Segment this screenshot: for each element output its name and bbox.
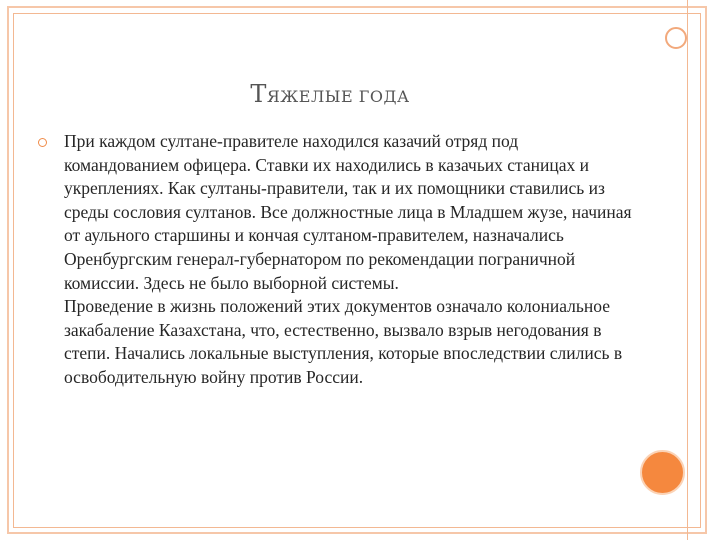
slide-body <box>64 130 634 390</box>
decorative-circle-small <box>665 27 687 49</box>
slide-title-initial: Т <box>250 80 267 108</box>
slide-title <box>0 80 660 108</box>
body-paragraph-2: Проведение в жизнь положений этих документов означало колониальное закабаление Казахстана, что, естественно, вызвало взрыв негодования в степи. Начались локальные выступления, которые впоследствии слились в освободительную войну против России. <box>64 296 623 387</box>
decorative-circle-large <box>640 450 685 495</box>
body-paragraph-1: При каждом султане-правителе находился казачий отряд под командованием офицера. Ставки их находились в казачьих станицах и укреплениях. Как султаны-правители, так и их помощники ставились из среды сословия султанов. Все должностные лица в Младшем жузе, начиная от аульного старшины и кончая султаном-правителем, назначались Оренбургским генерал-губернатором по рекомендации пограничной комиссии. Здесь не было выборной системы. <box>64 131 632 293</box>
slide-title-rest: ЯЖЕЛЫЕ ГОДА <box>266 87 410 106</box>
bullet-icon <box>38 138 47 147</box>
decorative-vertical-line <box>687 0 688 540</box>
